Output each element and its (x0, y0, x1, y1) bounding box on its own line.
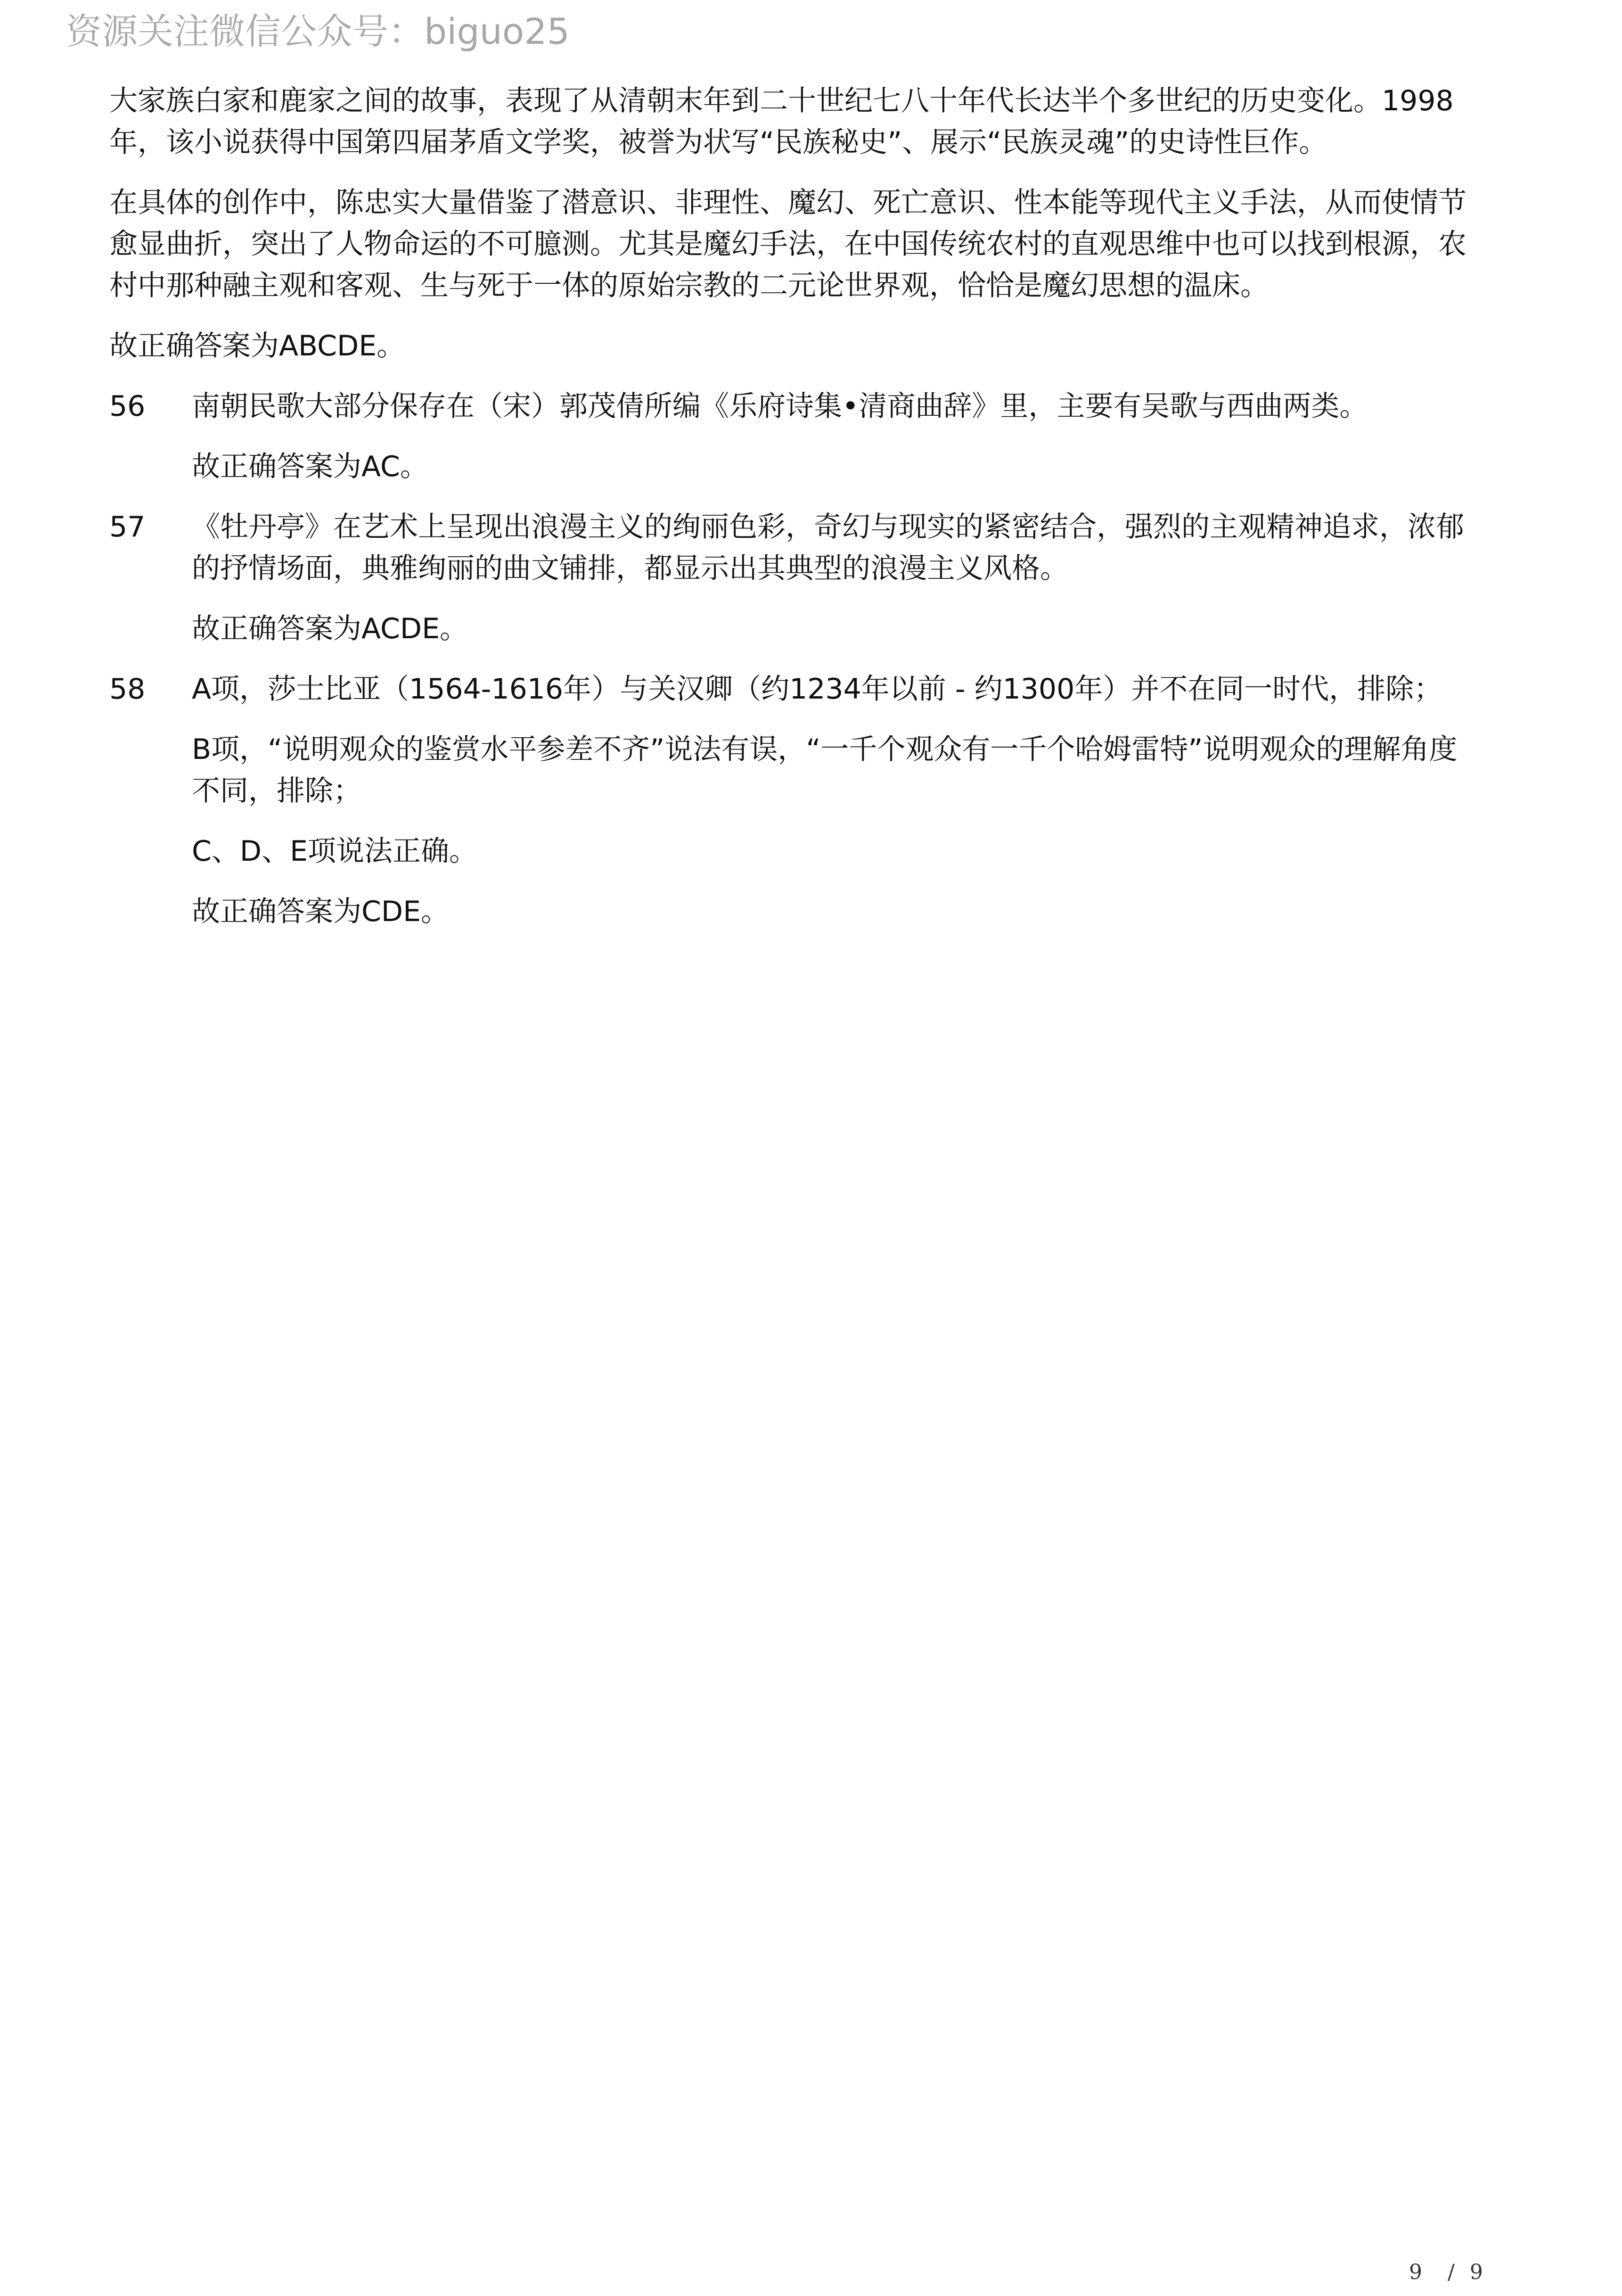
question-58 (109, 668, 1476, 710)
question-explanation-cde: C、D、E项说法正确。 (192, 835, 478, 868)
question-56 (109, 386, 1476, 427)
paragraph-3: 故正确答案为ABCDE。 (109, 329, 405, 362)
question-number: 58 (109, 673, 146, 706)
question-explanation-b: B项，“说明观众的鉴赏水平参差不齐”说法有误，“一千个观众有一千个哈姆雷特”说明观众的理解角度不同，排除； (192, 733, 1458, 807)
page-separator: / (1448, 2260, 1455, 2284)
question-answer: 故正确答案为CDE。 (192, 895, 450, 928)
total-pages: 9 (1469, 2260, 1483, 2284)
paragraph-1: 大家族白家和鹿家之间的故事，表现了从清朝末年到二十世纪七八十年代长达半个多世纪的历史变化。1998年，该小说获得中国第四届茅盾文学奖，被誉为状写“民族秘史”、展示“民族灵魂”的史诗性巨作。 (109, 84, 1454, 159)
question-answer: 故正确答案为ACDE。 (192, 612, 468, 645)
question-explanation: A项，莎士比亚（1564-1616年）与关汉卿（约1234年以前 - 约1300年）并不在同一时代，排除； (192, 673, 1442, 706)
paragraph-2: 在具体的创作中，陈忠实大量借鉴了潜意识、非理性、魔幻、死亡意识、性本能等现代主义手法，从而使情节愈显曲折，突出了人物命运的不可臆测。尤其是魔幻手法，在中国传统农村的直观思维中也可以找到根源，农村中那种融主观和客观、生与死于一体的原始宗教的二元论世界观，恰恰是魔幻思想的温床。 (109, 186, 1466, 302)
question-57 (109, 506, 1476, 589)
watermark-text: 资源关注微信公众号：biguo25 (66, 10, 570, 52)
current-page: 9 (1409, 2260, 1422, 2284)
question-explanation: 《牡丹亭》在艺术上呈现出浪漫主义的绚丽色彩，奇幻与现实的紧密结合，强烈的主观精神追求，浓郁的抒情场面，典雅绚丽的曲文铺排，都显示出其典型的浪漫主义风格。 (192, 510, 1464, 585)
question-number: 56 (109, 390, 146, 423)
document-body (109, 80, 1476, 951)
question-explanation: 南朝民歌大部分保存在（宋）郭茂倩所编《乐府诗集•清商曲辞》里，主要有吴歌与西曲两类。 (192, 390, 1368, 423)
question-answer: 故正确答案为AC。 (192, 450, 428, 483)
question-number: 57 (109, 510, 146, 543)
page-number (1409, 2260, 1483, 2284)
